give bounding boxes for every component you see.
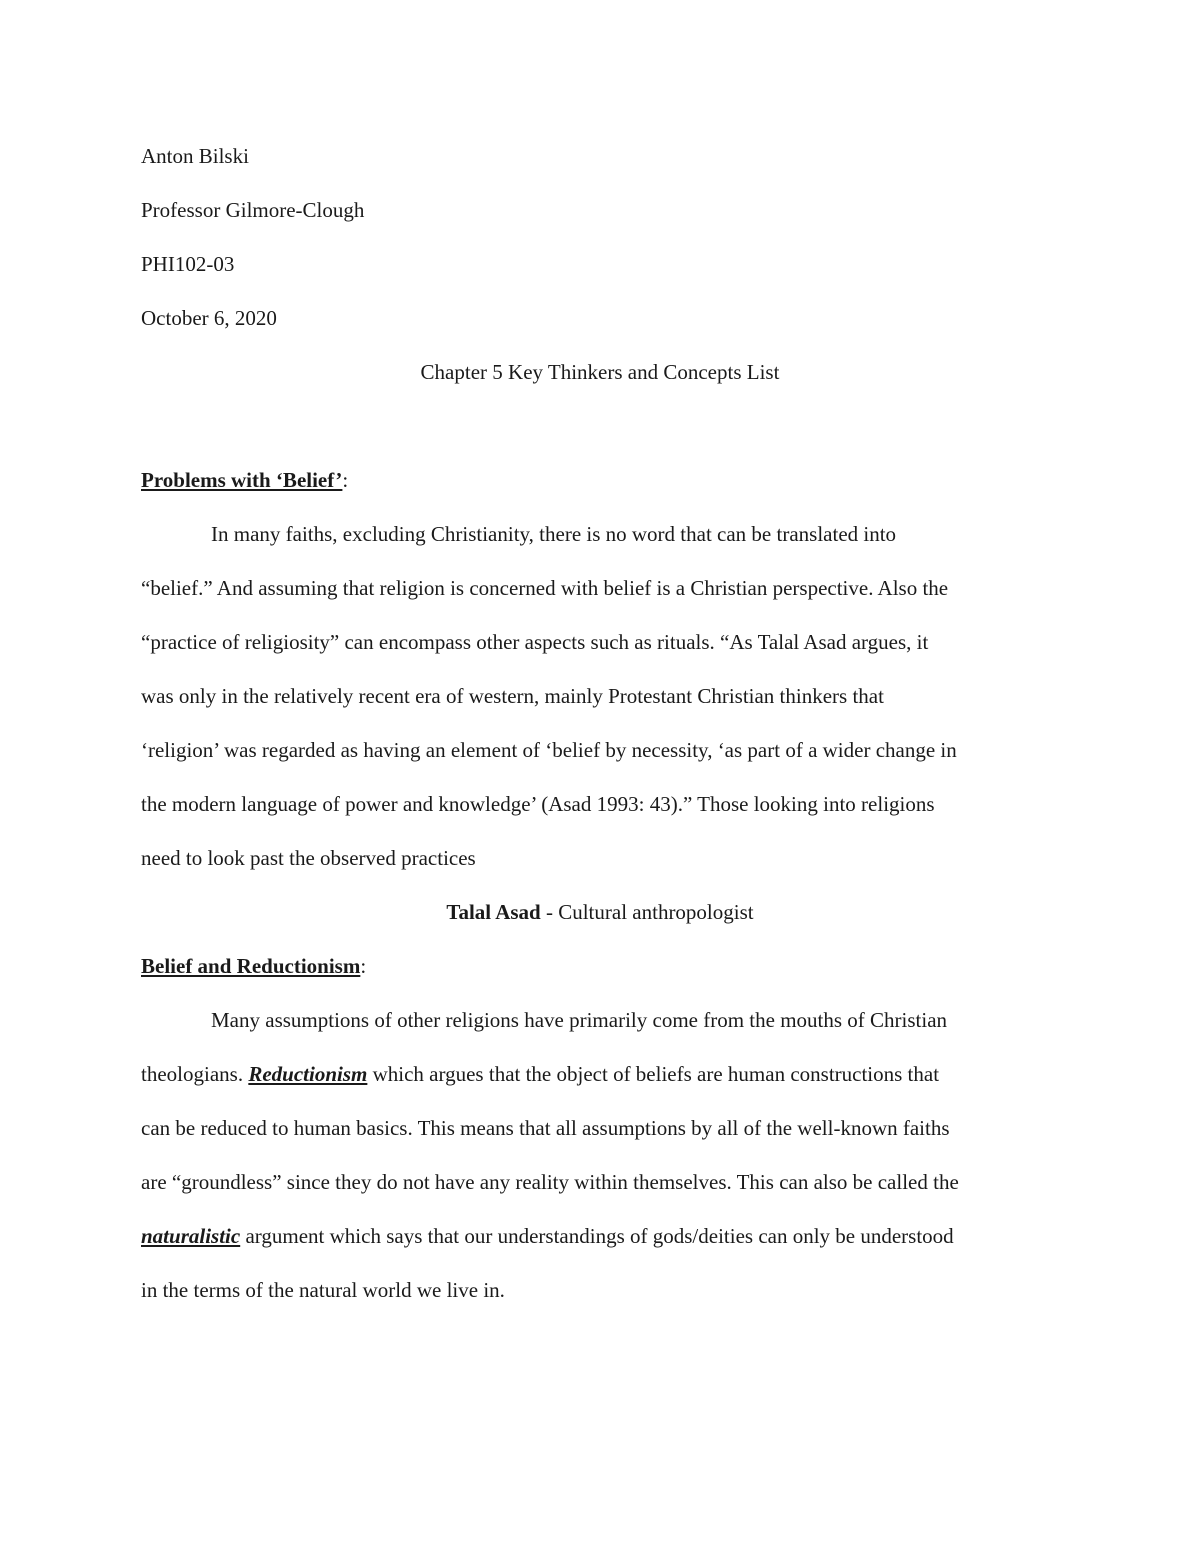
thinker-entry [0,902,1200,923]
paragraph-line: “practice of religiosity” can encompass other aspects such as rituals. “As Talal Asad argues, it [141,630,929,654]
thinker-name: Talal Asad [446,900,541,924]
heading-colon: : [342,468,349,492]
document-title: Chapter 5 Key Thinkers and Concepts List [420,360,780,384]
paragraph-line [141,1064,939,1085]
document-date: October 6, 2020 [141,306,277,330]
key-term-reductionism: Reductionism [248,1062,368,1086]
professor-name: Professor Gilmore-Clough [141,198,365,222]
paragraph-line: ‘religion’ was regarded as having an element of ‘belief by necessity, ‘as part of a wider change in [141,738,957,762]
section-heading-text: Belief and Reductionism [141,954,361,978]
heading-colon: : [360,954,367,978]
section-heading-reductionism [141,956,366,977]
course-code: PHI102-03 [141,252,235,276]
section-heading-problems [141,470,348,491]
paragraph-line: need to look past the observed practices [141,846,476,870]
paragraph-line: can be reduced to human basics. This means that all assumptions by all of the well-known faiths [141,1116,950,1140]
paragraph-line: Many assumptions of other religions have primarily come from the mouths of Christian [211,1008,948,1032]
paragraph-line: are “groundless” since they do not have any reality within themselves. This can also be called the [141,1170,959,1194]
paragraph-line: “belief.” And assuming that religion is concerned with belief is a Christian perspective. Also the [141,576,949,600]
paragraph-line: In many faiths, excluding Christianity, there is no word that can be translated into [211,522,897,546]
paragraph-line: the modern language of power and knowledge’ (Asad 1993: 43).” Those looking into religions [141,792,935,816]
section-heading-text: Problems with ‘Belief’ [141,468,343,492]
paragraph-line [141,1226,954,1247]
thinker-description: - Cultural anthropologist [540,900,754,924]
line-text: which argues that the object of beliefs are human constructions that [367,1062,940,1086]
paragraph-line: was only in the relatively recent era of western, mainly Protestant Christian thinkers that [141,684,884,708]
line-text: argument which says that our understandings of gods/deities can only be understood [240,1224,954,1248]
author-name: Anton Bilski [141,144,249,168]
line-text: theologians. [141,1062,249,1086]
key-term-naturalistic: naturalistic [141,1224,241,1248]
paragraph-line: in the terms of the natural world we live in. [141,1278,505,1302]
